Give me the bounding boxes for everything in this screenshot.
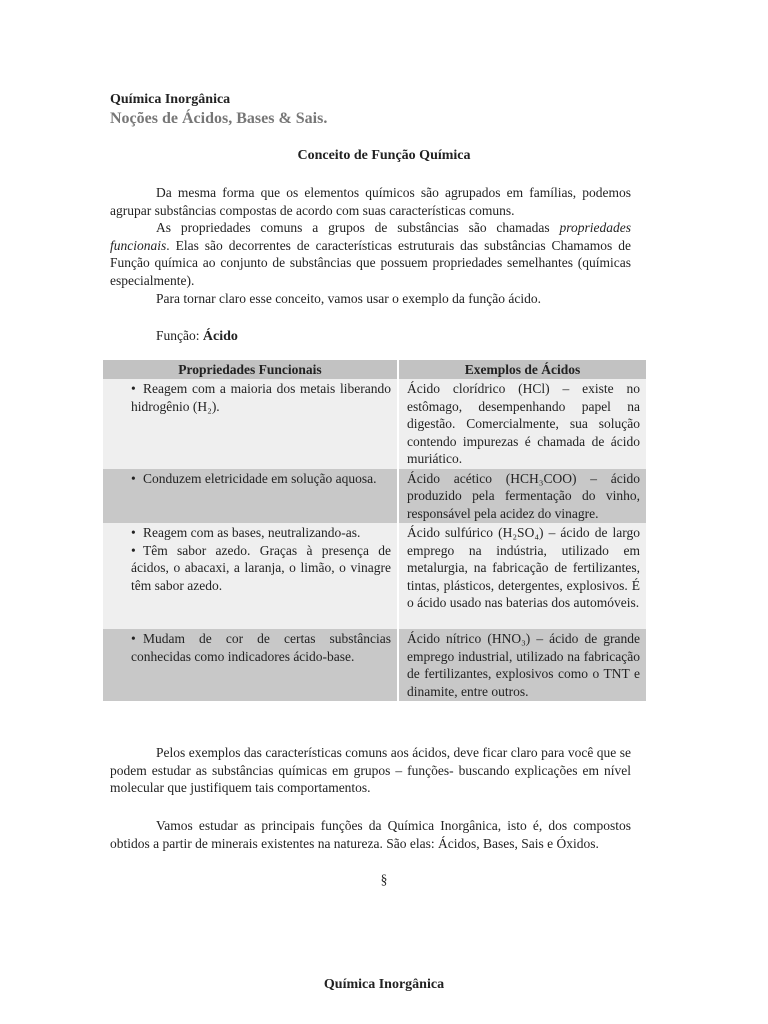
funcao-label: Função: [156, 328, 200, 343]
paragraph-2-italic: propriedades funcionais [110, 220, 631, 253]
paragraph-2-start: As propriedades comuns a grupos de substâncias são chamadas [156, 220, 560, 235]
header-title: Química Inorgânica [110, 92, 231, 107]
table-row [103, 523, 646, 629]
paragraph-1: Da mesma forma que os elementos químicos são agrupados em famílias, podemos agrupar substâncias compostas de acordo com suas características comuns. [110, 185, 631, 218]
table-cell-example: Ácido clorídrico (HCl) – existe no estômago, desempenhando papel na digestão. Comercialmente, sua solução contendo impurezas é chamada de ácido muriático. [398, 379, 646, 469]
table-cell-example: Ácido sulfúrico (H₂SO₄) – ácido de largo emprego na indústria, utilizado em metalurgia, na fabricação de fertilizantes, tintas, plásticos, detergentes, explosivos. É o ácido usado nas baterias dos automóveis. [398, 523, 646, 629]
table-header-properties: Propriedades Funcionais [103, 360, 398, 379]
table-cell-example: Ácido nítrico (HNO₃) – ácido de grande emprego industrial, utilizado na fabricação de fertilizantes, explosivos como o TNT e dinamite, entre outros. [398, 629, 646, 701]
table-row [103, 379, 646, 469]
property-item: • Mudam de cor de certas substâncias conhecidas como indicadores ácido-base. [131, 630, 391, 665]
paragraph-4: Pelos exemplos das características comuns aos ácidos, deve ficar claro para você que se podem estudar as substâncias químicas em grupos – funções- buscando explicações em nível molecular que justifiquem tais comportamentos. [110, 745, 631, 795]
table-cell-properties [103, 523, 398, 629]
table-row [103, 469, 646, 524]
funcao-value: Ácido [202, 329, 238, 344]
property-item: • Têm sabor azedo. Graças à presença de ácidos, o abacaxi, a laranja, o limão, o vinagre têm sabor azedo. [131, 542, 391, 595]
table-cell-properties [103, 629, 398, 701]
paragraph-2-end: . Elas são decorrentes de características estruturais das substâncias Chamamos de Função química ao conjunto de substâncias que possuem propriedades semelhantes (químicas especialmente). [110, 237, 631, 288]
property-item: • Reagem com a maioria dos metais liberando hidrogênio (H₂). [131, 380, 391, 415]
footer-title: Química Inorgânica [323, 977, 445, 992]
table-cell-properties [103, 379, 398, 469]
table-header-row [103, 360, 646, 379]
funcao-line [156, 328, 238, 345]
section-title: Conceito de Função Química [297, 148, 471, 163]
property-item: • Reagem com as bases, neutralizando-as. [131, 524, 391, 542]
property-item: • Conduzem eletricidade em solução aquosa. [131, 470, 391, 488]
section-mark: § [380, 872, 388, 887]
header-subtitle: Noções de Ácidos, Bases & Sais. [110, 110, 328, 127]
paragraph-3: Para tornar claro esse conceito, vamos usar o exemplo da função ácido. [156, 291, 541, 306]
paragraph-2 [110, 219, 631, 289]
acid-properties-table [103, 360, 646, 701]
table-cell-properties [103, 469, 398, 524]
table-cell-example: Ácido acético (HCH₃COO) – ácido produzido pela fermentação do vinho, responsável pela acidez do vinagre. [398, 469, 646, 524]
table-header-examples: Exemplos de Ácidos [398, 360, 646, 379]
table-row [103, 629, 646, 701]
paragraph-5: Vamos estudar as principais funções da Química Inorgânica, isto é, dos compostos obtidos a partir de minerais existentes na natureza. São elas: Ácidos, Bases, Sais e Óxidos. [110, 818, 631, 851]
